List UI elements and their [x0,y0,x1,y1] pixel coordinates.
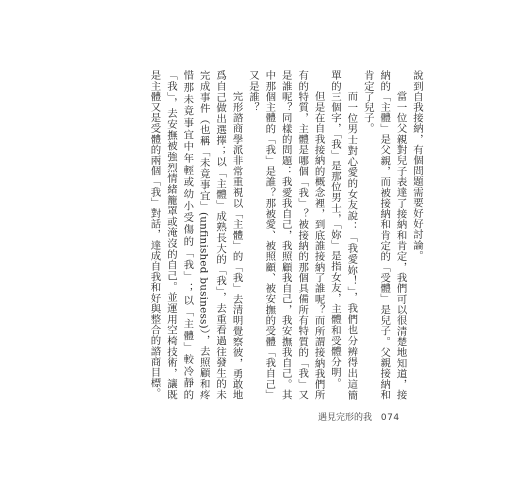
body-text [145,70,425,400]
paragraph: 當一位父親對兒子表達了接納和肯定，我們可以很清楚地知道，接納的「主體」是父親，而被接納和肯定的「受體」是兒子。父親接納和肯定了兒子。 [361,70,407,400]
book-title: 遇見完形的我 [318,413,373,423]
paragraph: 但是在自我接納的概念裡，到底誰接納了誰呢？而所謂接納我們所有的特質，主體是哪個「我」？被接納的那個具備所有特質的「我」又是誰呢？同樣的問題：我愛我自己，我照顧我自己，我安撫我自己。其中那個主體的「我」是誰？那被愛、被照顧、被安撫的受體「我自己」又是誰？ [246,70,325,400]
paragraph: 完形諮商學派非常重視以「主體」的「我」去清明覺察彼，勇敢地爲自己做出選擇；以「主體」成熟長大的「我」，去重看過往發生的未完成事件（也稱「未竟事宜」(unfinished business)），去照顧和疼惜那未竟事宜中年輕或幼小受傷的「我」；以「主體」較冷靜的「我」，去安撫被強烈情緒籠罩或淹沒的自己。並運用空椅技術，讓既是主體又是受體的兩個「我」對話，達成自我和好與整合的諮商目標。 [148,70,243,400]
paragraph: 而一位男士對心愛的女友說：「我愛妳！」，我們也分辨得出這簡單的三個字，「我」是那位男士，「妳」是指女友，主體和受體分明。 [328,70,358,400]
page-number: 074 [380,413,400,423]
paragraph: 說到自我接納，有個問題需要好好討論。 [411,70,423,261]
page-footer [318,410,438,423]
